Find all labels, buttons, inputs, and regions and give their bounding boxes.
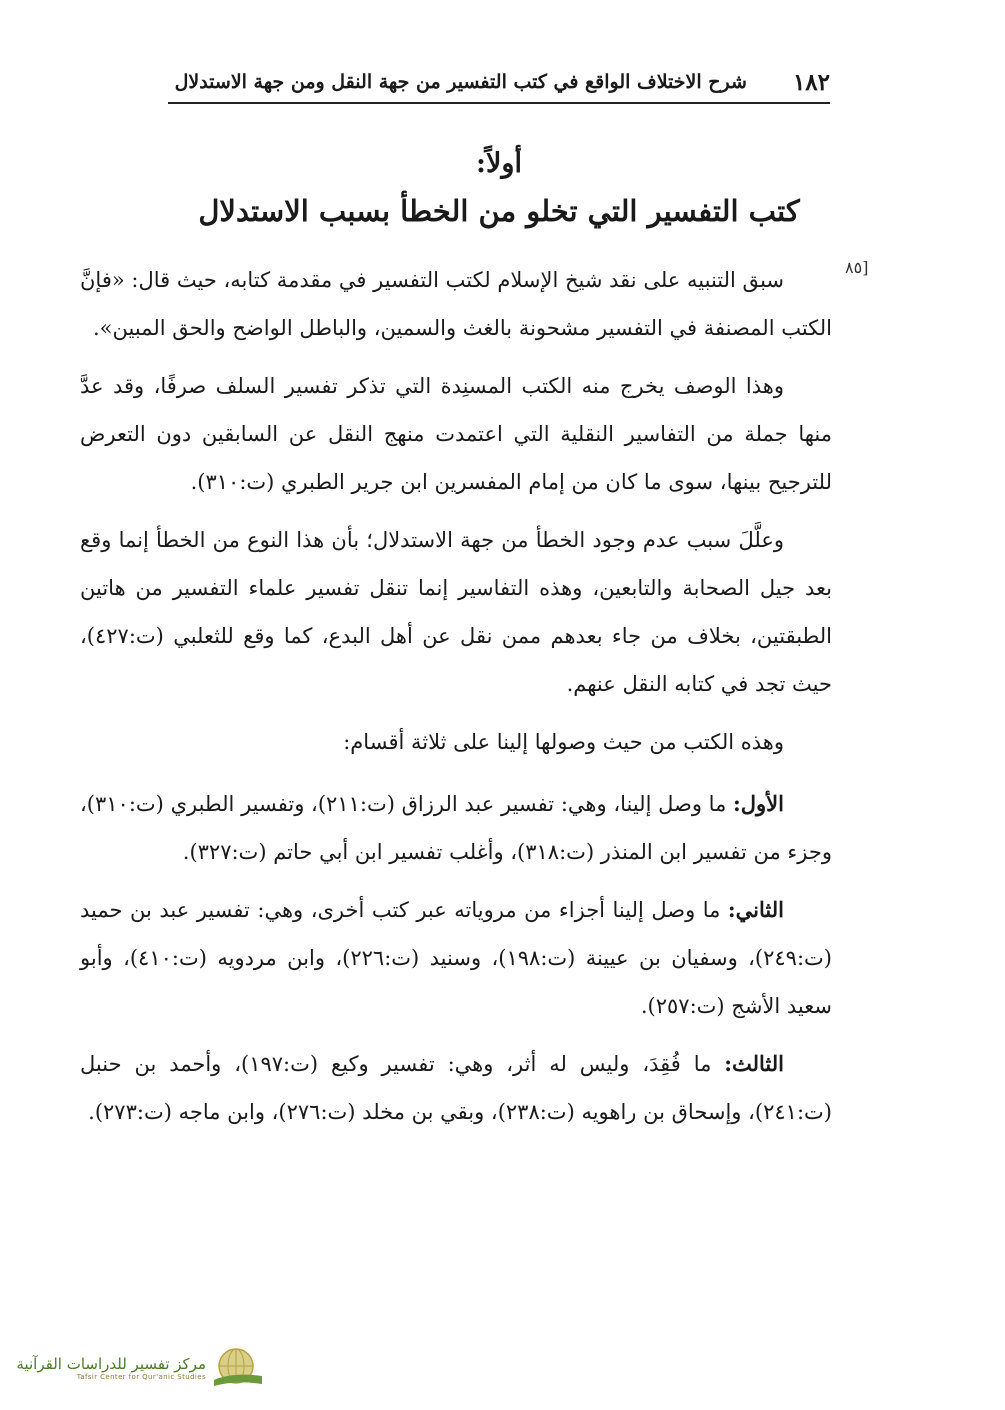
paragraph-description: وهذا الوصف يخرج منه الكتب المسنِدة التي تذكر تفسير السلف صرفًا، وقد عدَّ منها جملة من التفاسير النقلية التي اعتمدت منهج النقل عن السابقين دون التعرض للترجيح بينها، سوى ما كان من إمام المفسرين ابن جرير الطبري (ت:٣١٠).: [80, 374, 832, 494]
logo-arabic-name: مركز تفسير للدراسات القرآنية: [16, 1355, 206, 1373]
division-third-text: ما فُقِدَ، وليس له أثر، وهي: تفسير وكيع (ت:١٩٧)، وأحمد بن حنبل (ت:٢٤١)، وإسحاق بن راهويه (ت:٢٣٨)، وبقي بن مخلد (ت:٢٧٦)، وابن ماجه (ت:٢٧٣).: [80, 1052, 832, 1124]
page-number: ١٨٢: [792, 68, 830, 96]
paragraph-divisions-intro: وهذه الكتب من حيث وصولها إلينا على ثلاثة أقسام:: [343, 730, 784, 754]
division-second-text: ما وصل إلينا أجزاء من مروياته عبر كتب أخرى، وهي: تفسير عبد بن حميد (ت:٢٤٩)، وسفيان بن عيينة (ت:١٩٨)، وسنيد (ت:٢٢٦)، وابن مردويه (ت:٤١٠)، وأبو سعيد الأشج (ت:٢٥٧).: [80, 898, 832, 1018]
division-first-text: ما وصل إلينا، وهي: تفسير عبد الرزاق (ت:٢١١)، وتفسير الطبري (ت:٣١٠)، وجزء من تفسير ابن المنذر (ت:٣١٨)، وأغلب تفسير ابن أبي حاتم (ت:٣٢٧).: [80, 792, 832, 864]
running-title: شرح الاختلاف الواقع في كتب التفسير من جهة النقل ومن جهة الاستدلال: [174, 71, 747, 93]
division-second: [80, 886, 832, 1030]
body-text: [80, 256, 832, 1146]
publisher-logo: [6, 1346, 264, 1390]
paragraph-reasoning: وعلَّلَ سبب عدم وجود الخطأ من جهة الاستدلال؛ بأن هذا النوع من الخطأ إنما وقع بعد جيل الصحابة والتابعين، وهذه التفاسير إنما تنقل تفسير علماء التفسير من هاتين الطبقتين، بخلاف من جاء بعدهم ممن نقل عن أهل البدع، كما وقع للثعلبي (ت:٤٢٧)، حيث تجد في كتابه النقل عنهم.: [80, 528, 832, 696]
paragraph-intro: سبق التنبيه على نقد شيخ الإسلام لكتب التفسير في مقدمة كتابه، حيث قال: «فإنَّ الكتب المصنفة في التفسير مشحونة بالغث والسمين، والباطل الواضح والحق المبين».: [80, 268, 832, 340]
division-third: [80, 1040, 832, 1136]
section-label: أولاً:: [476, 148, 522, 179]
logo-english-name: Tafsir Center for Qur'anic Studies: [76, 1373, 206, 1381]
division-first-lead: الأول:: [733, 791, 784, 816]
globe-emblem-icon: [212, 1346, 264, 1390]
page-header: [168, 62, 830, 104]
paragraph-number: [٨٥: [845, 258, 869, 277]
section-title: كتب التفسير التي تخلو من الخطأ بسبب الاستدلال: [198, 194, 800, 228]
division-first: [80, 780, 832, 876]
division-third-lead: الثالث:: [724, 1051, 784, 1076]
division-second-lead: الثاني:: [727, 897, 784, 922]
logo-text: [16, 1355, 206, 1381]
